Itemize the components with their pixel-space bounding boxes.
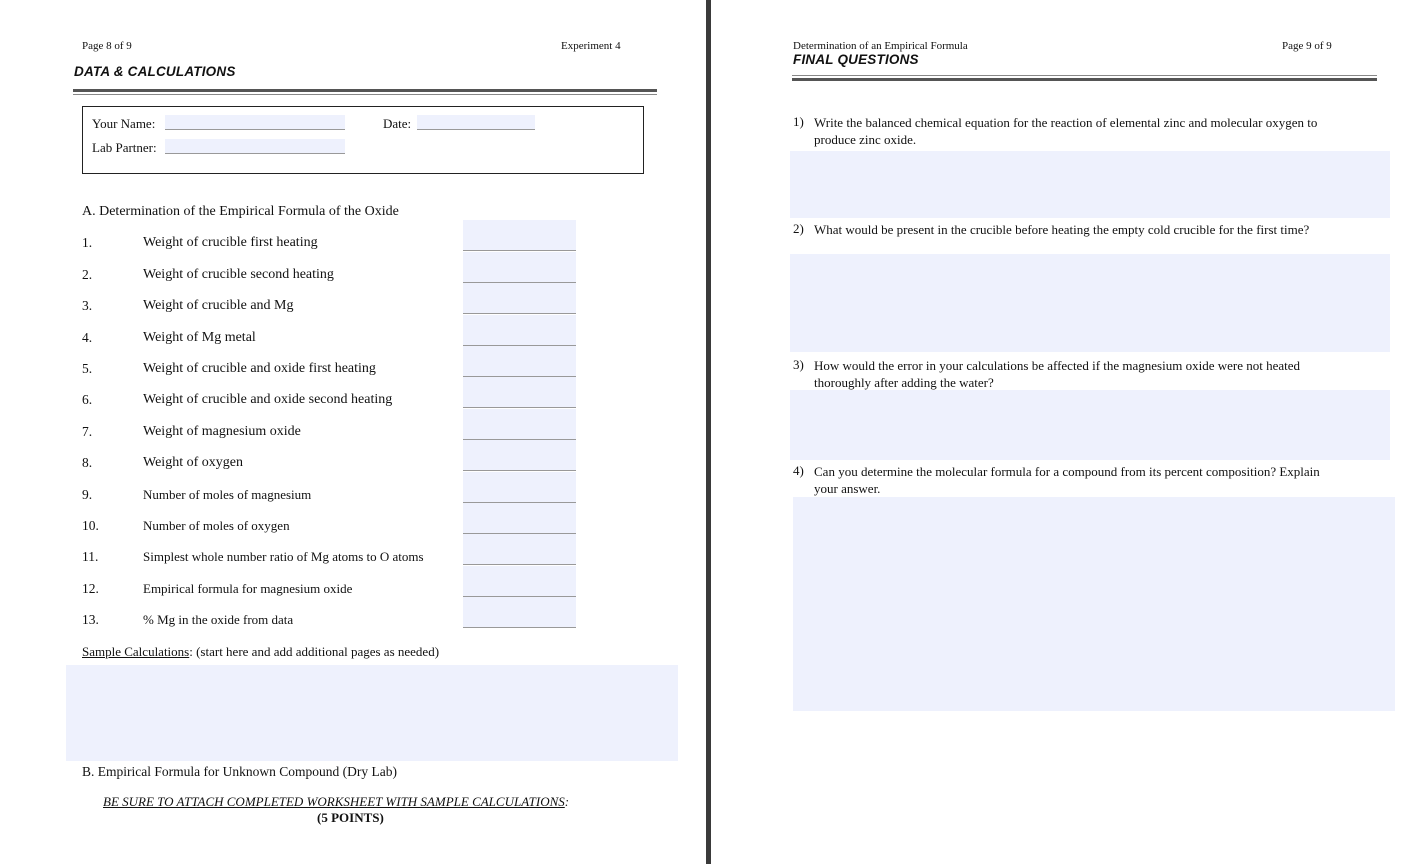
answer-field[interactable] bbox=[790, 254, 1390, 352]
row-number: 10. bbox=[82, 518, 99, 533]
row-number: 7. bbox=[82, 424, 93, 439]
row-number: 2. bbox=[82, 267, 93, 282]
question-number: 3) bbox=[793, 357, 804, 372]
sample-calculations-label: Sample Calculations bbox=[82, 644, 190, 659]
row-number: 3. bbox=[82, 298, 93, 313]
sample-calculations-heading bbox=[82, 644, 439, 660]
answer-field[interactable] bbox=[463, 503, 576, 534]
answer-field[interactable] bbox=[463, 283, 576, 314]
answer-field[interactable] bbox=[793, 497, 1395, 711]
name-label: Your Name: bbox=[92, 116, 156, 131]
question-number: 2) bbox=[793, 221, 804, 236]
answer-field[interactable] bbox=[463, 377, 576, 408]
answer-field[interactable] bbox=[463, 472, 576, 503]
row-number: 4. bbox=[82, 330, 93, 345]
page-number: Page 8 of 9 bbox=[82, 40, 132, 52]
attach-note-colon: : bbox=[564, 794, 570, 809]
experiment-label: Experiment 4 bbox=[561, 40, 621, 52]
row-label: Weight of Mg metal bbox=[143, 330, 256, 345]
answer-field[interactable] bbox=[790, 390, 1390, 460]
attach-note bbox=[103, 794, 569, 810]
answer-field[interactable] bbox=[463, 597, 576, 628]
question-text: How would the error in your calculations be affected if the magnesium oxide were not heated thoroughly after adding the water? bbox=[814, 358, 1301, 390]
row-label: Weight of oxygen bbox=[143, 455, 243, 470]
row-number: 5. bbox=[82, 361, 93, 376]
right-page bbox=[711, 0, 1413, 864]
question-text: What would be present in the crucible before heating the empty cold crucible for the first time? bbox=[814, 222, 1310, 237]
row-label: Weight of crucible and oxide second heating bbox=[143, 392, 393, 407]
date-input[interactable] bbox=[417, 115, 535, 130]
row-label: Empirical formula for magnesium oxide bbox=[143, 581, 353, 596]
header-rule-thin bbox=[73, 94, 657, 95]
document-title: Determination of an Empirical Formula bbox=[793, 40, 968, 52]
lab-partner-label: Lab Partner: bbox=[92, 140, 157, 155]
question-number: 1) bbox=[793, 114, 804, 129]
row-label: Weight of magnesium oxide bbox=[143, 424, 301, 439]
attach-note-text: BE SURE TO ATTACH COMPLETED WORKSHEET WITH SAMPLE CALCULATIONS bbox=[103, 794, 565, 809]
answer-field[interactable] bbox=[463, 346, 576, 377]
header-rule bbox=[73, 89, 657, 92]
section-a-heading: A. Determination of the Empirical Formula of the Oxide bbox=[82, 204, 399, 219]
name-input[interactable] bbox=[165, 115, 345, 130]
row-label: Simplest whole number ratio of Mg atoms to O atoms bbox=[143, 549, 424, 564]
answer-field[interactable] bbox=[463, 440, 576, 471]
row-number: 9. bbox=[82, 487, 93, 502]
student-info-box bbox=[82, 106, 644, 174]
row-label: Number of moles of oxygen bbox=[143, 518, 290, 533]
answer-field[interactable] bbox=[463, 534, 576, 565]
row-label: Weight of crucible first heating bbox=[143, 235, 318, 250]
row-number: 13. bbox=[82, 612, 99, 627]
row-label: Weight of crucible and Mg bbox=[143, 298, 294, 313]
header-rule-thin bbox=[792, 75, 1377, 76]
answer-field[interactable] bbox=[463, 566, 576, 597]
row-label: % Mg in the oxide from data bbox=[143, 612, 294, 627]
row-label: Weight of crucible and oxide first heating bbox=[143, 361, 376, 376]
points-label: (5 POINTS) bbox=[317, 810, 384, 825]
row-number: 8. bbox=[82, 455, 93, 470]
page-number: Page 9 of 9 bbox=[1282, 40, 1332, 52]
section-title: DATA & CALCULATIONS bbox=[74, 64, 236, 79]
section-b-heading: B. Empirical Formula for Unknown Compound (Dry Lab) bbox=[82, 764, 397, 779]
row-number: 1. bbox=[82, 235, 93, 250]
answer-field[interactable] bbox=[463, 409, 576, 440]
answer-field[interactable] bbox=[463, 220, 576, 251]
sample-calculations-note: : (start here and add additional pages as needed) bbox=[189, 644, 440, 659]
lab-partner-input[interactable] bbox=[165, 139, 345, 154]
header-rule bbox=[792, 78, 1377, 81]
row-number: 11. bbox=[82, 549, 99, 564]
answer-field[interactable] bbox=[463, 252, 576, 283]
sample-calculations-field[interactable] bbox=[66, 665, 678, 761]
question-number: 4) bbox=[793, 463, 804, 478]
date-label: Date: bbox=[383, 116, 412, 131]
question-text: Write the balanced chemical equation for the reaction of elemental zinc and molecular oxygen to produce zinc oxide. bbox=[814, 115, 1318, 147]
section-title: FINAL QUESTIONS bbox=[793, 52, 919, 67]
row-label: Weight of crucible second heating bbox=[143, 267, 334, 282]
row-number: 6. bbox=[82, 392, 93, 407]
row-number: 12. bbox=[82, 581, 99, 596]
answer-field[interactable] bbox=[790, 151, 1390, 218]
question-text: Can you determine the molecular formula for a compound from its percent composition? Explain your answer. bbox=[814, 464, 1320, 496]
left-page bbox=[0, 0, 706, 864]
row-label: Number of moles of magnesium bbox=[143, 487, 312, 502]
answer-field[interactable] bbox=[463, 315, 576, 346]
